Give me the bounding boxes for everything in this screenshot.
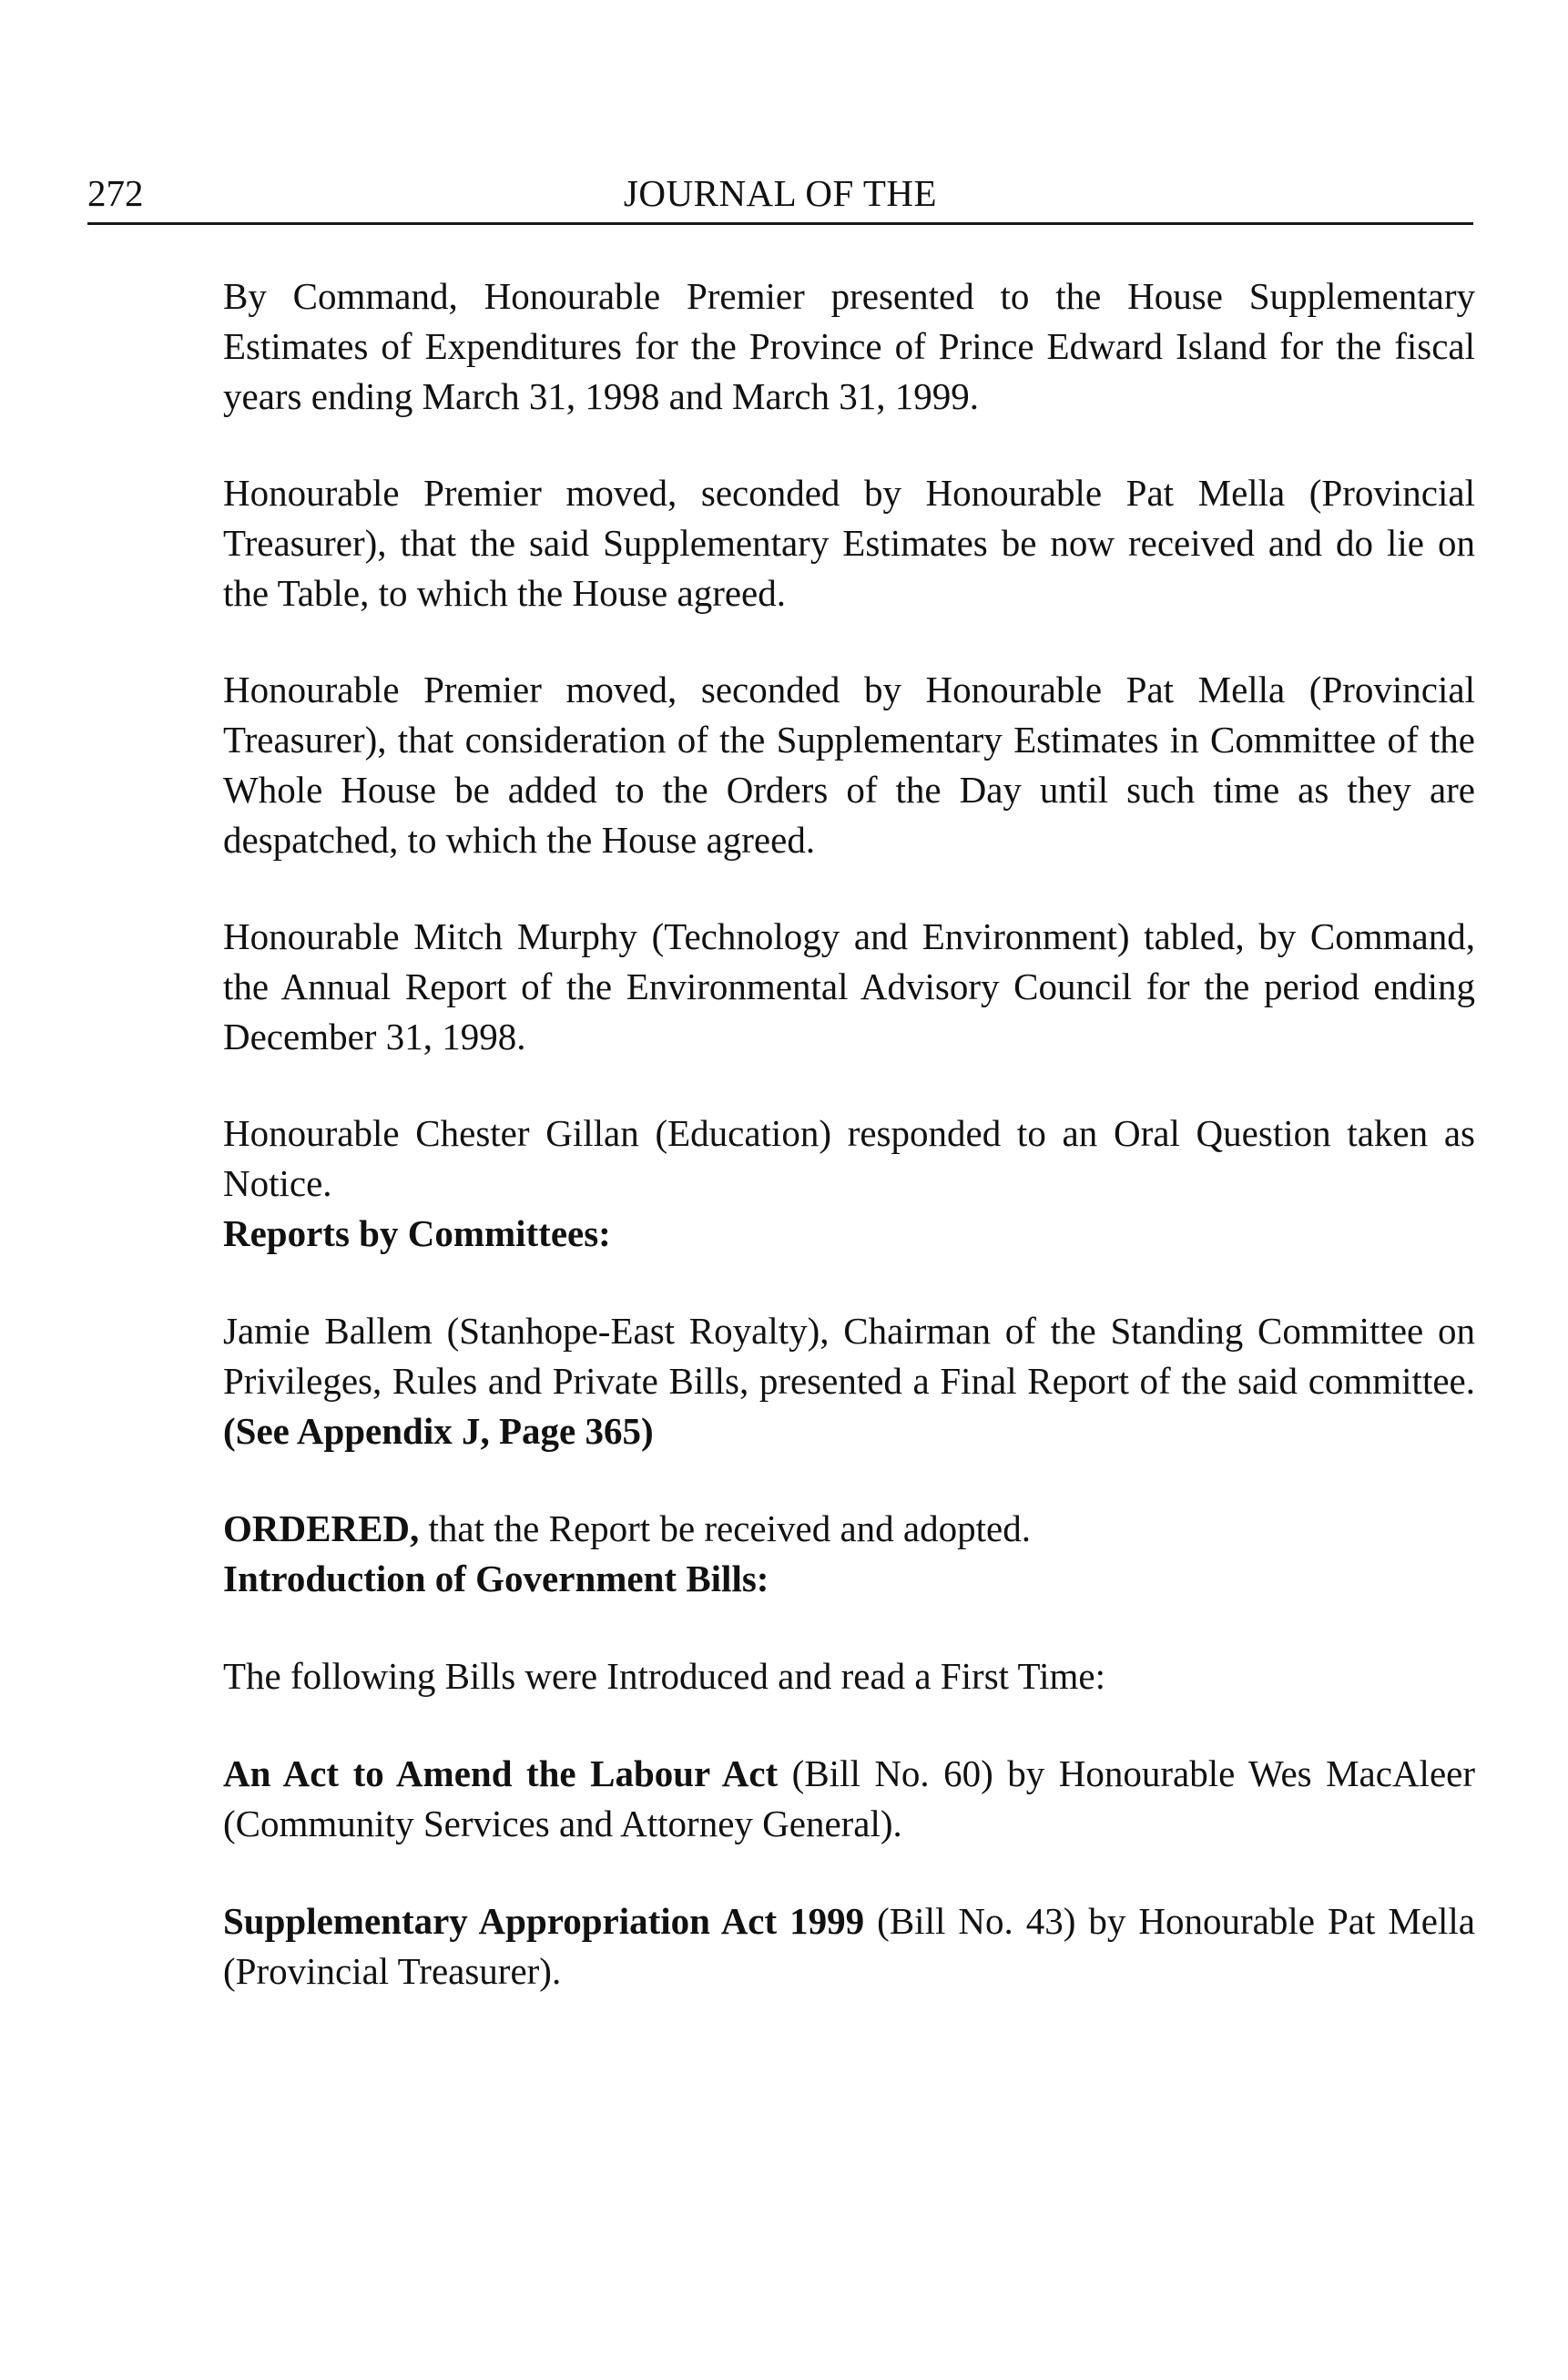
journal-body	[223, 271, 1475, 1997]
paragraph-estimates-received: Honourable Premier moved, seconded by Honourable Pat Mella (Provincial Treasurer), that the said Supplementary Estimates be now received and do lie on the Table, to which the House agreed.	[223, 472, 1475, 614]
ordered-label: ORDERED,	[223, 1507, 420, 1549]
bill-labour-act	[223, 1749, 1475, 1849]
paragraph-annual-report: Honourable Mitch Murphy (Technology and Environment) tabled, by Command, the Annual Report of the Environmental Advisory Council for the period ending December 31, 1998.	[223, 915, 1475, 1057]
page-header	[87, 169, 1473, 225]
bill-details: (Bill No. 60) by Honourable Wes MacAleer (Community Services and Attorney General).	[223, 1752, 1475, 1844]
paragraph-ordered	[223, 1504, 1475, 1554]
running-title: JOURNAL OF THE	[623, 172, 938, 214]
ordered-text: that the Report be received and adopted.	[419, 1507, 1031, 1549]
page-number: 272	[87, 172, 144, 214]
paragraph-supplementary-estimates: By Command, Honourable Premier presented to the House Supplementary Estimates of Expenditures for the Province of Prince Edward Island for the fiscal years ending March 31, 1998 and March 31, 1999.	[223, 275, 1475, 417]
paragraph-oral-question: Honourable Chester Gillan (Education) responded to an Oral Question taken as Notice.	[223, 1112, 1475, 1204]
heading-reports-by-committees: Reports by Committees:	[223, 1212, 611, 1254]
committee-report-text: Jamie Ballem (Stanhope-East Royalty), Chairman of the Standing Committee on Privileges, Rules and Private Bills, presented a Final Report of the said committee.	[223, 1310, 1475, 1402]
bill-supplementary-appropriation	[223, 1896, 1475, 1997]
bill-title: Supplementary Appropriation Act 1999	[223, 1900, 865, 1942]
bill-title: An Act to Amend the Labour Act	[223, 1752, 779, 1794]
paragraph-committee-report	[223, 1306, 1475, 1456]
appendix-reference: (See Appendix J, Page 365)	[223, 1410, 654, 1452]
bill-details: (Bill No. 43) by Honourable Pat Mella (Provincial Treasurer).	[223, 1900, 1475, 1992]
paragraph-bills-introduced: The following Bills were Introduced and read a First Time:	[223, 1655, 1106, 1697]
heading-government-bills: Introduction of Government Bills:	[223, 1558, 769, 1599]
paragraph-estimates-committee: Honourable Premier moved, seconded by Honourable Pat Mella (Provincial Treasurer), that consideration of the Supplementary Estimates in Committee of the Whole House be added to the Orders of the Day until such time as they are despatched, to which the House agreed.	[223, 669, 1475, 861]
